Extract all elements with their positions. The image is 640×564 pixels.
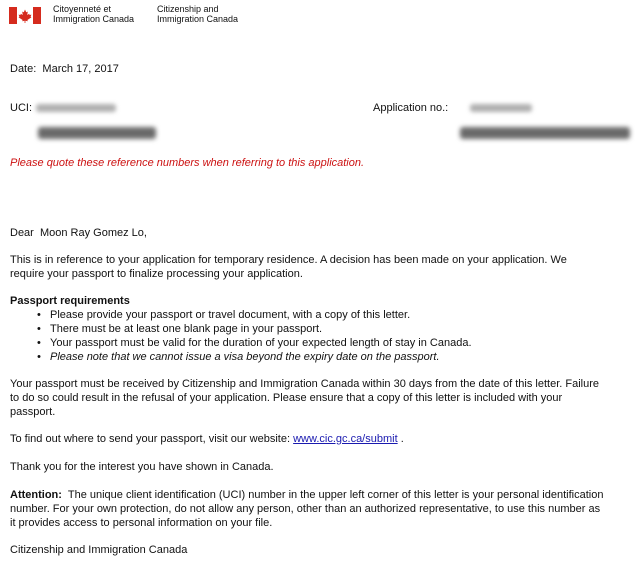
intro-paragraph: This is in reference to your application for temporary residence. A decision has been made on your application. We require your passport to finalize processing your application. bbox=[10, 254, 567, 280]
deadline-paragraph: Your passport must be received by Citizenship and Immigration Canada within 30 days from the date of this letter. Failure to do so could result in the refusal of your application. Please ensure that a copy of this letter is included with your passport. bbox=[10, 378, 600, 418]
letter-date: Date: March 17, 2017 bbox=[10, 63, 119, 75]
list-item: • Your passport must be valid for the duration of your expected length of stay in Canada. bbox=[10, 336, 630, 350]
list-item: • There must be at least one blank page in your passport. bbox=[10, 322, 630, 336]
requirements-heading: Passport requirements bbox=[10, 295, 130, 307]
application-number-label: Application no.: bbox=[373, 102, 449, 114]
greeting: Dear Moon Ray Gomez Lo, bbox=[10, 227, 147, 239]
uci-label: UCI: bbox=[10, 102, 32, 114]
attention-paragraph: Attention: The unique client identification (UCI) number in the upper left corner of this letter is your personal identification number. For your own protection, do not allow any person, other than an authorized representative, to use this number as it provides access to personal information on your file. bbox=[10, 489, 604, 529]
website-paragraph: To find out where to send your passport, visit our website: www.cic.gc.ca/submit . bbox=[10, 433, 404, 445]
attention-label: Attention: bbox=[10, 489, 62, 501]
uci-redacted-value bbox=[36, 104, 116, 112]
thanks-paragraph: Thank you for the interest you have shown in Canada. bbox=[10, 461, 274, 473]
uci-redacted-barcode bbox=[38, 127, 156, 139]
canada-flag-icon bbox=[9, 7, 41, 24]
list-item-note: • Please note that we cannot issue a visa beyond the expiry date on the passport. bbox=[10, 350, 630, 364]
application-redacted-barcode bbox=[460, 127, 630, 139]
quote-reference-note: Please quote these reference numbers when referring to this application. bbox=[10, 157, 365, 169]
department-name-en: Citizenship and Immigration Canada bbox=[157, 4, 239, 24]
list-item: • Please provide your passport or travel document, with a copy of this letter. bbox=[10, 308, 630, 322]
signature: Citizenship and Immigration Canada bbox=[10, 544, 188, 556]
department-name-fr: Citoyenneté et Immigration Canada bbox=[53, 4, 135, 24]
letterhead bbox=[9, 4, 329, 34]
submit-website-link[interactable]: www.cic.gc.ca/submit bbox=[293, 433, 398, 445]
application-number-redacted-value bbox=[470, 104, 532, 112]
passport-requirements bbox=[10, 294, 630, 364]
requirements-list bbox=[10, 308, 630, 364]
